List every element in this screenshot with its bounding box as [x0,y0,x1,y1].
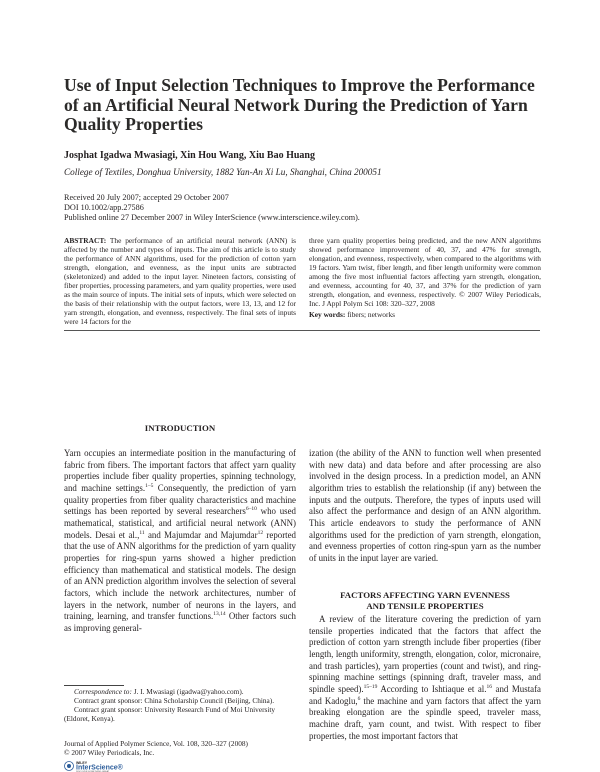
wiley-interscience-logo [64,760,184,772]
affiliation: College of Textiles, Donghua University, 1882 Yan-An Xi Lu, Shanghai, China 200051 [64,167,382,177]
received-date: Received 20 July 2007; accepted 29 October 2007 [64,193,229,202]
svg-text:InterScience®: InterScience® [76,764,123,772]
publication-dates [64,193,360,223]
keywords-label: Key words: [309,310,346,319]
section-heading-factors: FACTORS AFFECTING YARN EVENNESS AND TENSILE PROPERTIES [340,590,510,611]
keywords [309,310,395,319]
authors: Josphat Igadwa Mwasiagi, Xin Hou Wang, Xiu Bao Huang [64,150,315,161]
paper-title: Use of Input Selection Techniques to Improve the Performance of an Artificial Neural Network During the Prediction of Yarn Quality Properties [64,75,535,134]
svg-text:WILEY: WILEY [76,761,88,765]
footnote-divider [64,685,124,686]
grant-sponsor-2: Contract grant sponsor: University Research Fund of Moi University (Eldoret, Kenya). [64,704,276,723]
intro-continuation: ization (the ability of the ANN to function well when presented with new data) and data before and after processing are also involved in the design process. In a prediction model, an ANN algorithm tries to establish the relationship (if any) between the inputs and the outputs. Therefore, the types of inputs used will also affect the performance and design of an ANN algorithm. This article endeavors to study the performance of ANN algorithms used for the prediction of yarn strength, elongation, and evenness properties of cotton ring-spun yarn as the number of units in the input layer are varied. [309,448,541,563]
abstract-text-left: The performance of an artificial neural network (ANN) is affected by the number and types of inputs. The aim of this article is to study the performance of ANN algorithms, used for the prediction of cotton yarn strength, elongation, and evenness, as the input units are subtracted (skeletonized) and added to the input layer. Nineteen factors, consisting of fiber properties, processing parameters, and yarn quality properties, were used as the main source of inputs. The initial sets of inputs, which were selected on the basis of their relationship with the output factors, were 13, 13, and 12 for yarn strength, elongation, and evenness, respectively. The final sets of inputs were 14 factors for the [64,236,297,327]
section-heading-introduction: INTRODUCTION [144,423,216,433]
column-right-bottom [309,614,541,742]
column-left-body [64,448,296,635]
abstract-left [64,236,296,326]
doi[interactable]: DOI 10.1002/app.27586 [64,203,144,212]
abstract-label: ABSTRACT: [64,236,107,245]
correspondence: Correspondence to: J. I. Mwasiagi (igadwa@yahoo.com). [74,687,244,696]
grant-sponsor-1: Contract grant sponsor: China Scholarship Council (Beijing, China). [74,695,275,705]
published-online: Published online 27 December 2007 in Wiley InterScience (www.interscience.wiley.com). [64,213,360,222]
column-right-top [309,448,541,565]
intro-paragraph: Yarn occupies an intermediate position in the manufacturing of fabric from fibers. The important factors that affect yarn quality properties include fiber quality properties, spinning technology, and machine settings.$^{1-5}$ Consequently, the prediction of yarn quality properties from fiber quality characteristics and machine settings has been reported by several researchers$^{6-10}$ who used mathematical, statistical, and artificial neural network (ANN) models. Desai et al.,$^{11}$ and Majumdar and Majumdar$^{12}$ reported that the use of ANN algorithms for the prediction of yarn quality properties for ring-spun yarns showed a higher prediction efficiency than mathematical and statistical models. The design of an ANN prediction algorithm involves the selection of several factors, which include the network architectures, number of layers in the network, number of neurons in the layers, and training, learning, and transfer functions.$^{13,14}$ Other factors such as improving general- [64,448,297,633]
abstract-right: three yarn quality properties being predicted, and the new ANN algorithms showed performance improvement of 40, 37, and 47% for strength, elongation, and evenness, respectively, when compared to the algorithms with 19 factors. Yarn twist, fiber length, and fiber length uniformity were common among the five most influential factors affecting yarn strength, elongation, and evenness, accounting for 40, 37, and 37% for the prediction of yarn strength, elongation, and evenness, respectively. © 2007 Wiley Periodicals, Inc. J Appl Polym Sci 108: 320–327, 2008 [309,236,541,309]
factors-paragraph: A review of the literature covering the prediction of yarn tensile properties indicated that the factors that affect the prediction of cotton yarn strength include fiber properties (fiber length, length uniformity, strength, elongation, color, micronaire, and trash particles), yarn properties (count and twist), and ring-spinning machine settings (spinning draft, traveler mass, and spindle speed).$^{15-19}$ According to Ishtiaque et al.$^{16}$ and Mustafa and Kadoglu,$^6$ the machine and yarn factors that affect the yarn breaking elongation are the spindle speed, traveler mass, machine draft, yarn count, and twist. With respect to fiber properties, the most important factors that [309,614,541,741]
keywords-value: fibers; networks [347,310,396,319]
footnotes [64,688,296,724]
header-divider [64,330,540,331]
journal-citation: Journal of Applied Polymer Science, Vol. 108, 320–327 (2008) © 2007 Wiley Periodicals, Inc. [64,739,248,757]
